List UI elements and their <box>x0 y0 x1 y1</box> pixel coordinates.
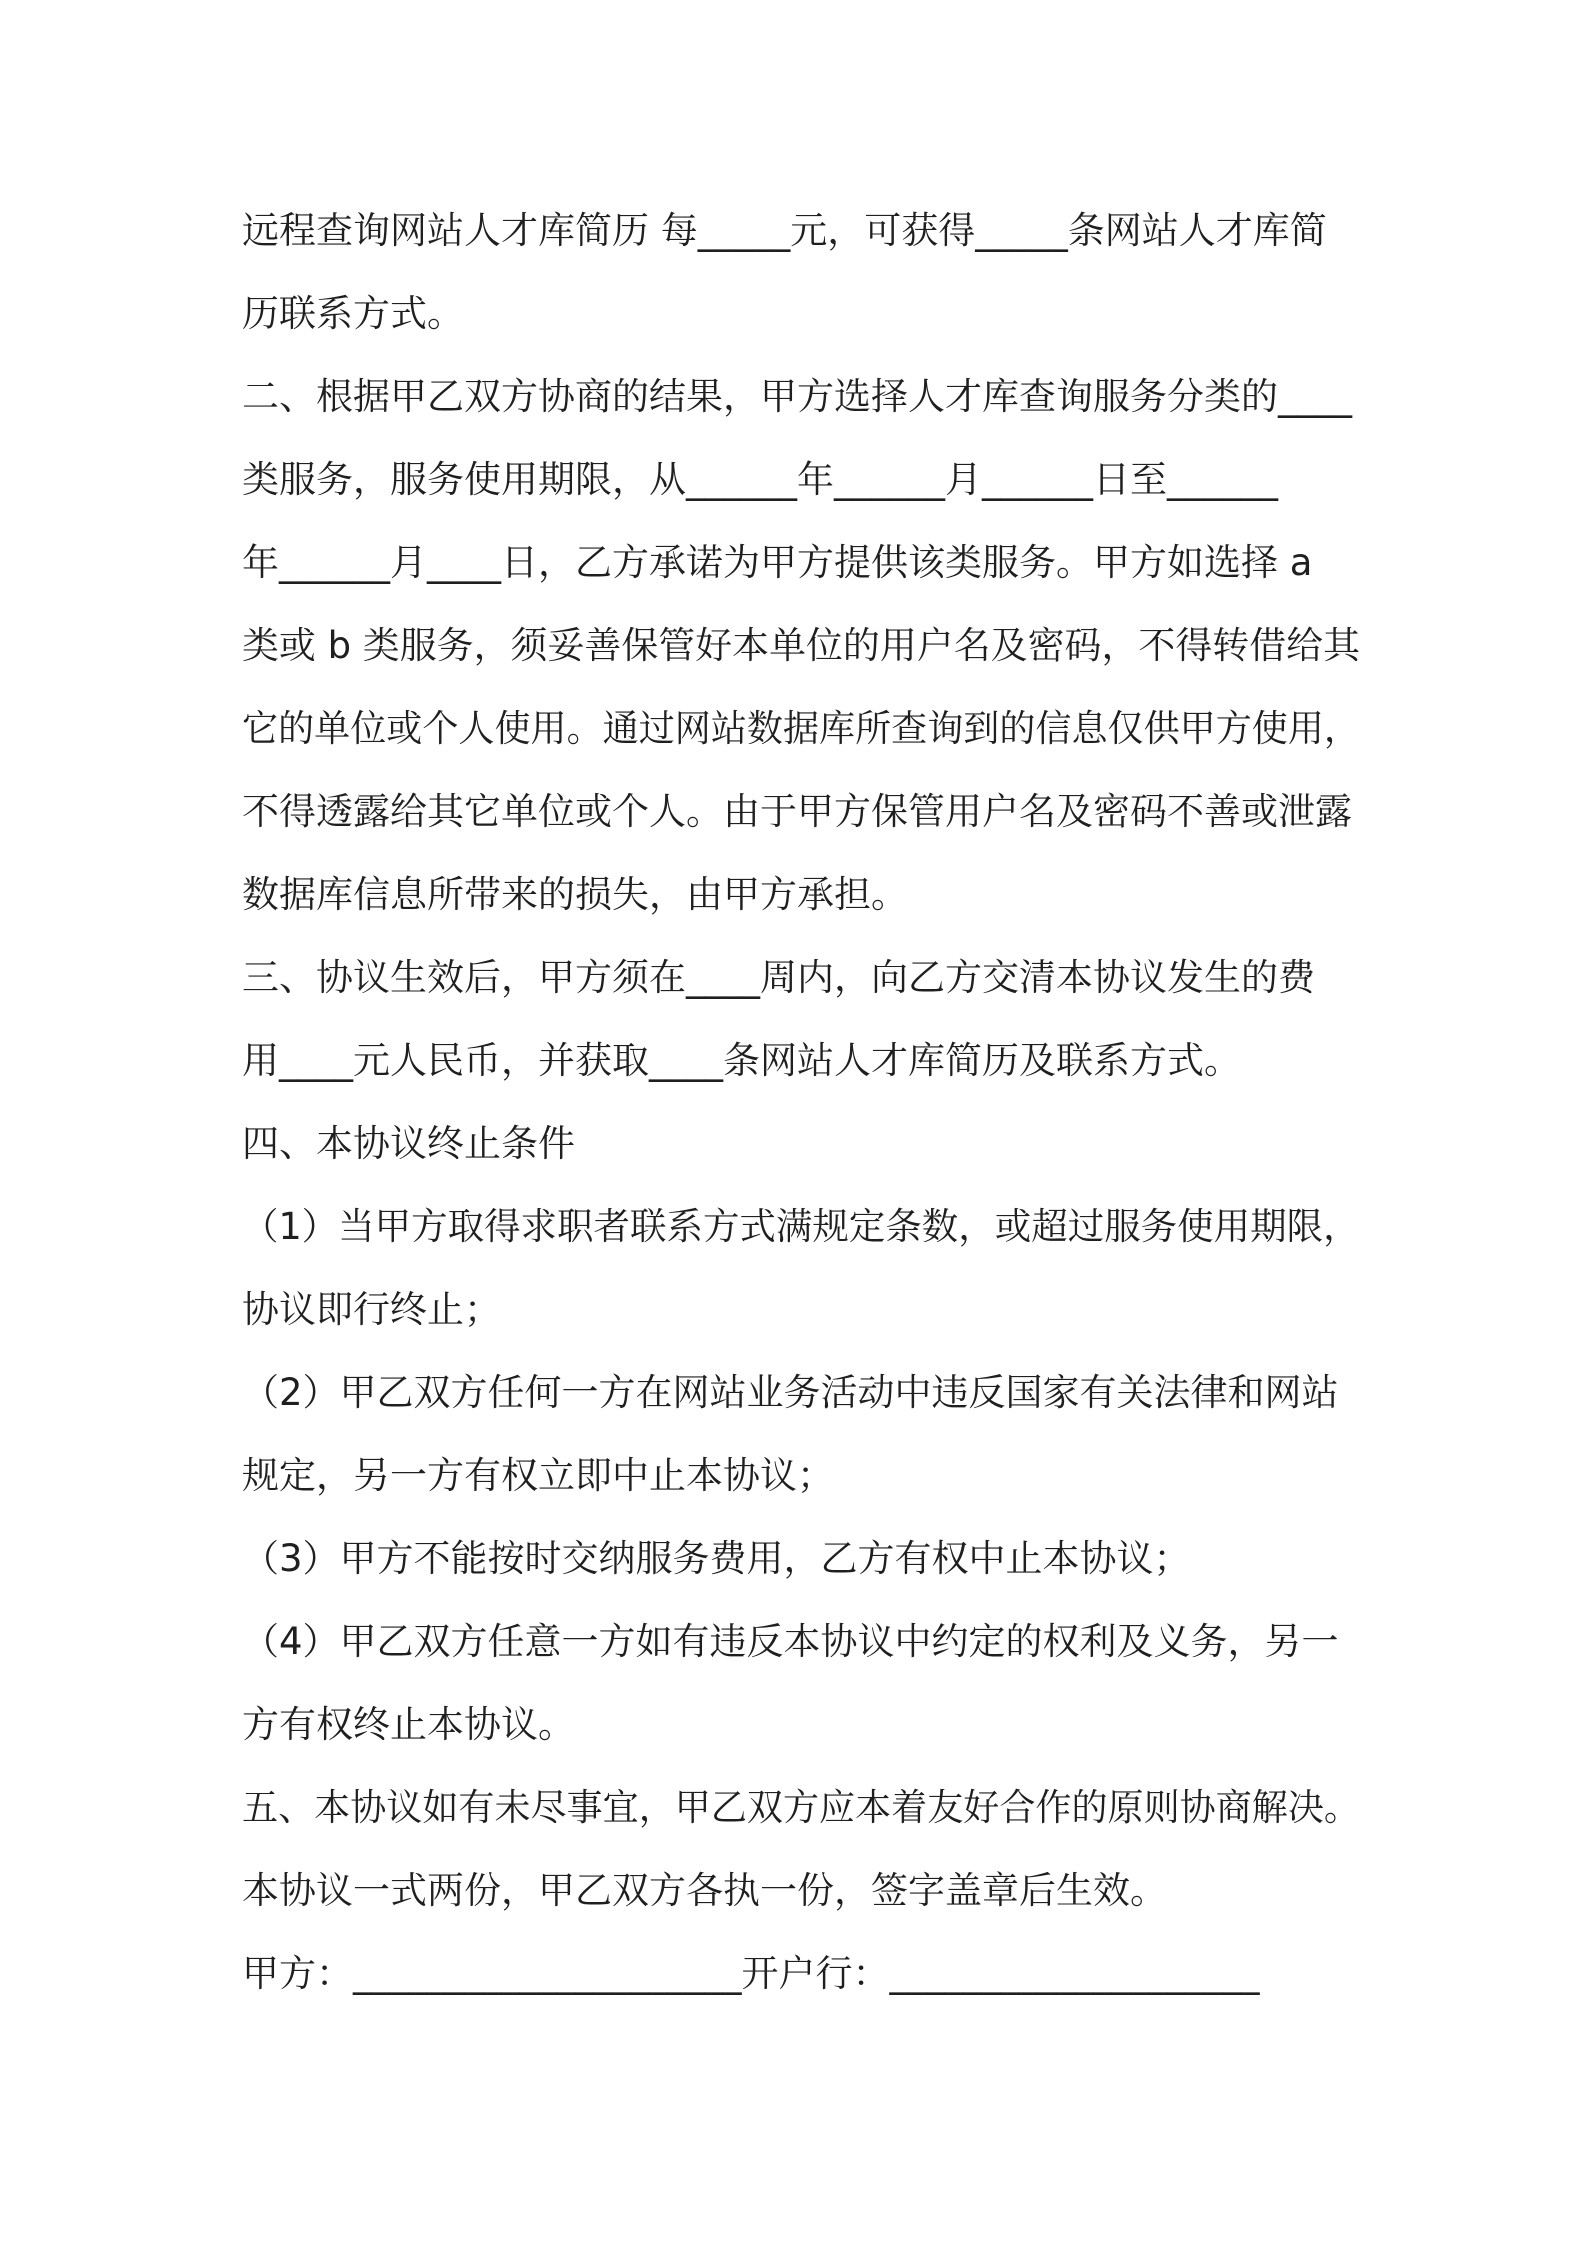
text-line: 它的单位或个人使用。通过网站数据库所查询到的信息仅供甲方使用， <box>242 707 1360 750</box>
text-line: 本协议一式两份，甲乙双方各执一份，签字盖章后生效。 <box>242 1869 1167 1912</box>
text-line: 规定，另一方有权立即中止本协议； <box>242 1454 834 1497</box>
text-line: 二、根据甲乙双方协商的结果，甲方选择人才库查询服务分类的____ <box>242 375 1352 418</box>
text-line: （1）当甲方取得求职者联系方式满规定条数，或超过服务使用期限， <box>242 1205 1360 1248</box>
text-line: 类服务，服务使用期限，从______年______月______日至______ <box>242 458 1278 501</box>
text-line: 年______月____日，乙方承诺为甲方提供该类服务。甲方如选择 a <box>242 541 1313 584</box>
text-line: 协议即行终止； <box>242 1288 501 1331</box>
text-line: 五、本协议如有未尽事宜，甲乙双方应本着友好合作的原则协商解决。 <box>242 1786 1360 1829</box>
text-line: （2）甲乙双方任何一方在网站业务活动中违反国家有关法律和网站 <box>242 1371 1339 1414</box>
text-line: （4）甲乙双方任意一方如有违反本协议中约定的权利及义务，另一 <box>242 1620 1339 1663</box>
text-line: 四、本协议终止条件 <box>242 1122 575 1165</box>
text-line: 类或 b 类服务，须妥善保管好本单位的用户名及密码，不得转借给其 <box>242 624 1361 667</box>
text-line: 用____元人民币，并获取____条网站人才库简历及联系方式。 <box>242 1039 1241 1082</box>
text-line: 三、协议生效后，甲方须在____周内，向乙方交清本协议发生的费 <box>242 956 1315 999</box>
text-line: 历联系方式。 <box>242 292 464 335</box>
text-line: 不得透露给其它单位或个人。由于甲方保管用户名及密码不善或泄露 <box>242 790 1352 833</box>
text-line: 方有权终止本协议。 <box>242 1703 575 1746</box>
text-line: 数据库信息所带来的损失，由甲方承担。 <box>242 873 908 916</box>
text-line: 远程查询网站人才库简历 每_____元，可获得_____条网站人才库简 <box>242 209 1327 252</box>
signature-line: 甲方：_____________________开户行：____________________ <box>242 1952 1260 1995</box>
text-line: （3）甲方不能按时交纳服务费用，乙方有权中止本协议； <box>242 1537 1191 1580</box>
